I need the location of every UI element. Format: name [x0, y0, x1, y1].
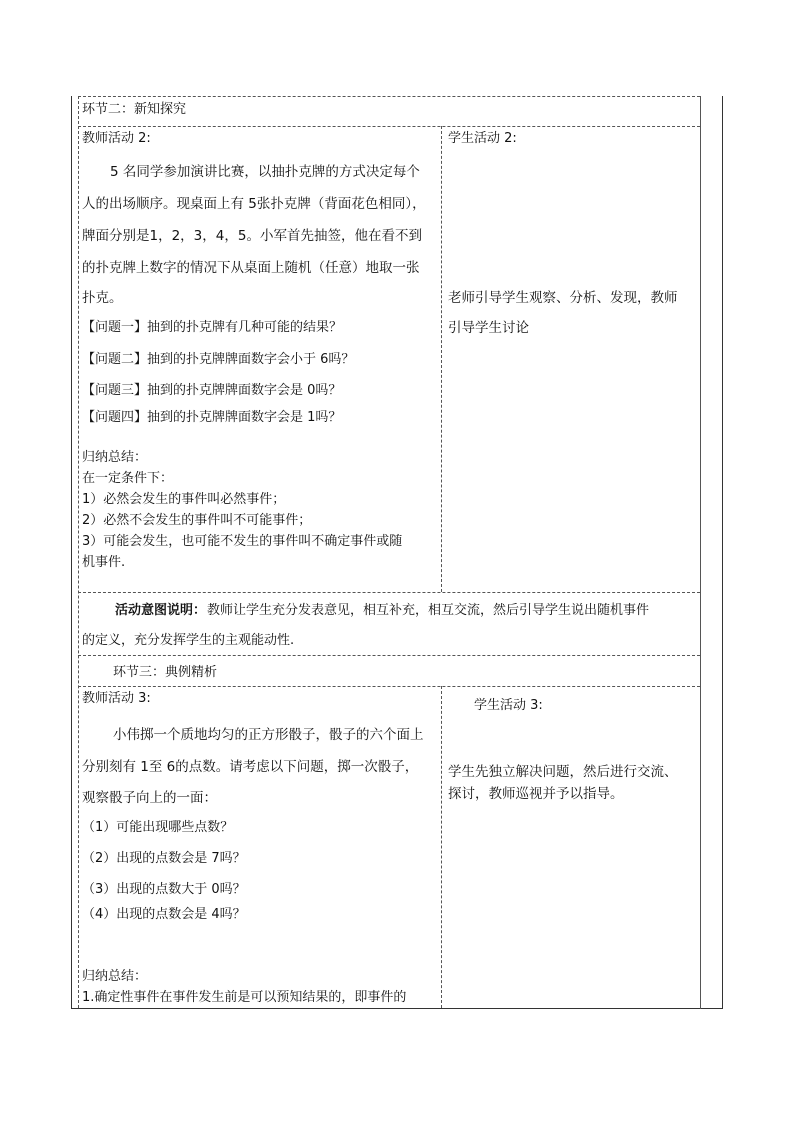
summary-title: 归纳总结： — [82, 969, 148, 984]
column-divider — [441, 686, 442, 1008]
question-item: 【问题二】抽到的扑克牌牌面数字会小于 6吗？ — [82, 352, 355, 367]
row-divider — [78, 592, 700, 593]
intent-text: 教师让学生充分发表意见，相互补充，相互交流，然后引导学生说出随机事件 — [207, 603, 650, 618]
intent-text: 的定义，充分发挥学生的主观能动性. — [82, 633, 295, 648]
section2-heading: 环节二：新知探究 — [82, 102, 187, 117]
summary-line: 机事件. — [82, 555, 126, 570]
question-item: （2）出现的点数会是 7吗？ — [82, 851, 246, 866]
teacher-activity-label: 教师活动 2: — [82, 131, 151, 146]
column-divider — [78, 96, 79, 1008]
summary-line: 3）可能会发生，也可能不发生的事件叫不确定事件或随 — [82, 534, 403, 549]
paragraph-line: 牌面分别是1，2，3，4，5。小军首先抽签，他在看不到 — [82, 228, 422, 244]
table-border-left — [71, 96, 72, 1009]
column-divider — [441, 126, 442, 592]
paragraph-line: 的扑克牌上数字的情况下从桌面上随机（任意）地取一张 — [82, 260, 420, 276]
paragraph-line: 扑克。 — [82, 290, 123, 306]
student-activity-label: 学生活动 3: — [474, 698, 543, 713]
row-divider — [78, 96, 700, 97]
question-item: （1）可能出现哪些点数？ — [82, 820, 234, 835]
student-activity-text: 引导学生讨论 — [448, 320, 529, 336]
section3-heading: 环节三：典例精析 — [113, 665, 218, 680]
student-activity-text: 探讨，教师巡视并予以指导。 — [448, 786, 624, 802]
paragraph-line: 人的出场顺序。现桌面上有 5张扑克牌（背面花色相同）， — [82, 196, 426, 212]
table-border-bottom — [71, 1008, 723, 1009]
summary-line: 在一定条件下： — [82, 471, 174, 486]
row-divider — [78, 126, 700, 127]
paragraph-line: 5 名同学参加演讲比赛，以抽扑克牌的方式决定每个 — [110, 164, 420, 180]
question-item: 【问题一】抽到的扑克牌有几种可能的结果？ — [82, 320, 343, 335]
teacher-activity-label: 教师活动 3: — [82, 691, 151, 706]
paragraph-line: 小伟掷一个质地均匀的正方形骰子，骰子的六个面上 — [113, 727, 424, 743]
summary-line: 1.确定性事件在事件发生前是可以预知结果的，即事件的 — [82, 990, 407, 1005]
question-item: 【问题四】抽到的扑克牌牌面数字会是 1吗？ — [82, 410, 342, 425]
paragraph-line: 观察骰子向上的一面： — [82, 790, 217, 806]
intent-label: 活动意图说明： — [115, 603, 207, 618]
table-inner-border — [700, 96, 701, 1009]
summary-title: 归纳总结： — [82, 450, 148, 465]
question-item: （3）出现的点数大于 0吗？ — [82, 882, 246, 897]
table-border-right — [722, 96, 723, 1009]
student-activity-text: 学生先独立解决问题，然后进行交流、 — [448, 764, 678, 780]
row-divider — [78, 686, 700, 687]
paragraph-line: 分别刻有 1至 6的点数。请考虑以下问题，掷一次骰子， — [82, 759, 419, 775]
question-item: 【问题三】抽到的扑克牌牌面数字会是 0吗？ — [82, 383, 342, 398]
question-item: （4）出现的点数会是 4吗？ — [82, 907, 246, 922]
student-activity-text: 老师引导学生观察、分析、发现，教师 — [448, 290, 678, 306]
student-activity-label: 学生活动 2: — [448, 131, 517, 146]
row-divider — [78, 655, 700, 656]
summary-line: 2）必然不会发生的事件叫不可能事件； — [82, 513, 312, 528]
summary-line: 1）必然会发生的事件叫必然事件； — [82, 492, 286, 507]
